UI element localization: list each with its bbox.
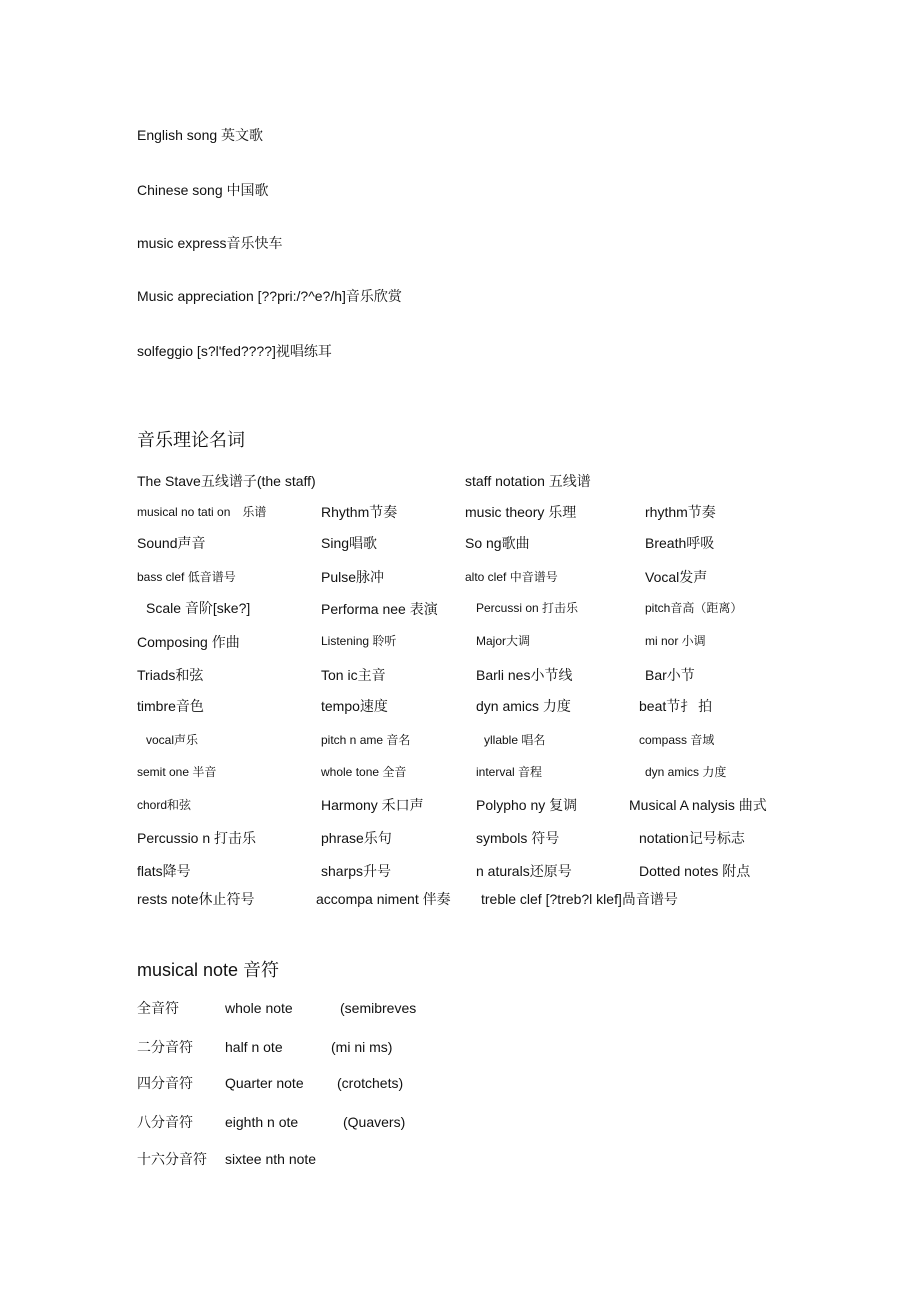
note-british-name: (crotchets) [337,1075,404,1091]
term: Pulse脉冲 [321,569,385,585]
term: beat节扌 拍 [639,698,713,714]
term: alto clef 中音谱号 [465,570,558,584]
theory-heading: 音乐理论名词 [137,430,245,450]
term: dyn amics 力度 [645,765,727,779]
term: pitch n ame 音名 [321,733,411,747]
term: tempo速度 [321,698,388,714]
term: music theory 乐理 [465,504,577,520]
note-british-name: (Quavers) [343,1114,406,1130]
note-chinese-name: 四分音符 [137,1075,193,1091]
note-chinese-name: 十六分音符 [137,1151,207,1167]
term: Polypho ny 复调 [476,797,578,813]
term: Harmony 禾口声 [321,797,424,813]
note-english-name: sixtee nth note [225,1151,317,1167]
note-chinese-name: 二分音符 [137,1039,193,1055]
term: Percussio n 打击乐 [137,830,257,846]
notes-heading: musical note 音符 [137,960,280,980]
term: rhythm节奏 [645,504,716,520]
term: musical no tati on 乐谱 [137,505,267,519]
term: Sing唱歌 [321,535,378,551]
term: compass 音域 [639,733,715,747]
term: Scale 音阶[ske?] [146,600,251,616]
term: Major大调 [476,634,531,648]
term: So ng歌曲 [465,535,530,551]
intro-line-music-express: music express音乐快车 [137,235,283,251]
term: vocal声乐 [146,733,199,747]
note-chinese-name: 八分音符 [137,1114,193,1130]
term: Percussi on 打击乐 [476,601,579,615]
term: pitch音高（距离） [645,601,743,615]
term: Rhythm节奏 [321,504,398,520]
term: Triads和弦 [137,667,204,683]
intro-line-english-song: English song 英文歌 [137,127,264,143]
note-chinese-name: 全音符 [137,1000,179,1016]
term: flats降号 [137,863,191,879]
term: Sound声音 [137,535,206,551]
term: mi nor 小调 [645,634,706,648]
term: semit one 半音 [137,765,217,779]
note-english-name: Quarter note [225,1075,304,1091]
term: dyn amics 力度 [476,698,571,714]
term: Ton ic主音 [321,667,386,683]
term: sharps升号 [321,863,392,879]
term: phrase乐句 [321,830,392,846]
term: The Stave五线谱子(the staff) [137,473,316,489]
intro-line-music-appreciation: Music appreciation [??pri:/?^e?/h]音乐欣赏 [137,288,402,304]
term: Listening 聆听 [321,634,397,648]
note-english-name: eighth n ote [225,1114,299,1130]
intro-line-chinese-song: Chinese song 中国歌 [137,182,269,198]
term: timbre音色 [137,698,204,714]
note-english-name: half n ote [225,1039,283,1055]
term: accompa niment 伴奏 [316,891,451,907]
intro-line-solfeggio: solfeggio [s?l'fed????]视唱练耳 [137,343,332,359]
term: treble clef [?treb?l klef]咼音谱号 [481,891,678,907]
term: Performa nee 表演 [321,601,438,617]
term: Bar小节 [645,667,695,683]
note-british-name: (semibreves [340,1000,417,1016]
term: staff notation 五线谱 [465,473,591,489]
term: n aturals还原号 [476,863,572,879]
term: Breath呼吸 [645,535,715,551]
term: yllable 唱名 [484,733,546,747]
term: Dotted notes 附点 [639,863,751,879]
term: Vocal发声 [645,569,708,585]
note-british-name: (mi ni ms) [331,1039,393,1055]
term: notation记号标志 [639,830,745,846]
term: chord和弦 [137,798,192,812]
term: rests note休止符号 [137,891,255,907]
term: whole tone 全音 [321,765,407,779]
term: Composing 作曲 [137,634,240,650]
term: Musical A nalysis 曲式 [629,797,767,813]
term: symbols 符号 [476,830,560,846]
term: bass clef 低音谱号 [137,570,236,584]
term: Barli nes小节线 [476,667,573,683]
note-english-name: whole note [225,1000,293,1016]
term: interval 音程 [476,765,543,779]
